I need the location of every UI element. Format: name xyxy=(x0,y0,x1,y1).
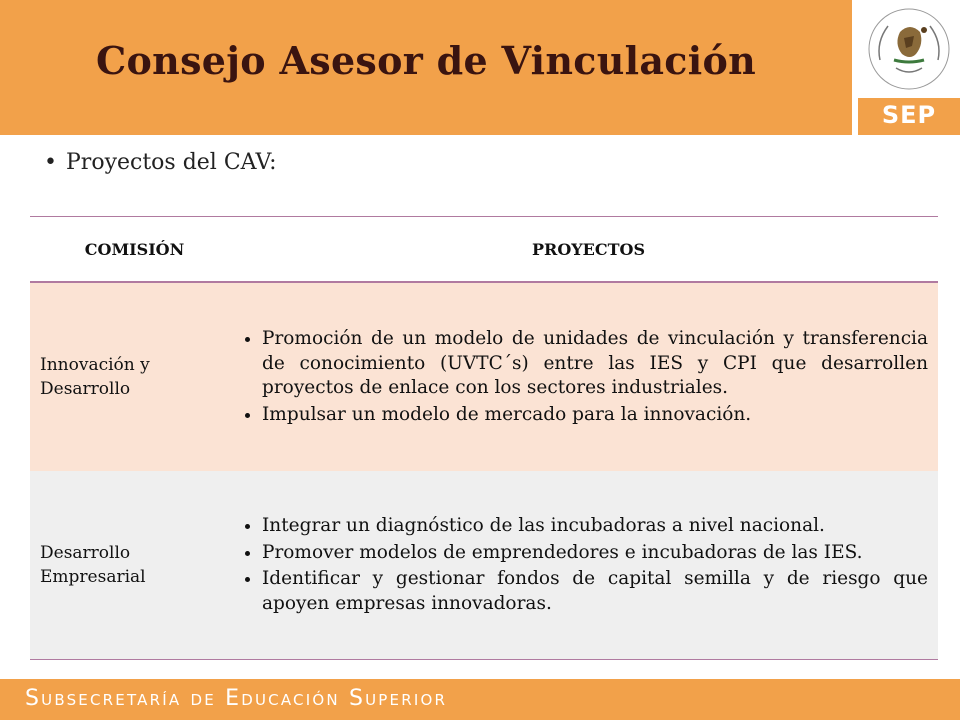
projects-list xyxy=(240,514,928,616)
projects-list xyxy=(240,327,928,427)
intro-bullet xyxy=(44,150,277,175)
header-commission: COMISIÓN xyxy=(30,217,239,283)
slide-title: Consejo Asesor de Vinculación xyxy=(95,38,757,83)
slide-footer xyxy=(0,679,960,720)
commission-cell: Innovación y Desarrollo xyxy=(30,282,239,471)
table-row xyxy=(30,282,938,471)
projects-cell xyxy=(239,282,938,471)
header-projects: PROYECTOS xyxy=(239,217,938,283)
projects-table xyxy=(30,216,938,660)
bullet-icon: • xyxy=(44,150,57,175)
mexican-seal-icon xyxy=(866,2,952,96)
sep-logo-text: SEP xyxy=(881,101,937,129)
list-item: • Impulsar un modelo de mercado para la innovación. xyxy=(262,403,928,428)
commission-cell: Desarrollo Empresarial xyxy=(30,471,239,660)
list-item: • Identificar y gestionar fondos de capital semilla y de riesgo que apoyen empresas innovadoras. xyxy=(262,567,928,616)
footer-text: Subsecretaría de Educación Superior xyxy=(25,686,448,711)
list-item: • Promoción de un modelo de unidades de vinculación y transferencia de conocimiento (UVTC´s) entre las IES y CPI que desarrollen proyectos de enlace con los sectores industriales. xyxy=(262,327,928,401)
list-item: • Promover modelos de emprendedores e incubadoras de las IES. xyxy=(262,541,928,566)
table-header-row xyxy=(30,217,938,283)
intro-bullet-text: Proyectos del CAV: xyxy=(66,150,277,175)
projects-cell xyxy=(239,471,938,660)
sep-logo xyxy=(858,0,960,135)
slide-header xyxy=(0,0,852,135)
table-row xyxy=(30,471,938,660)
list-item: • Integrar un diagnóstico de las incubadoras a nivel nacional. xyxy=(262,514,928,539)
